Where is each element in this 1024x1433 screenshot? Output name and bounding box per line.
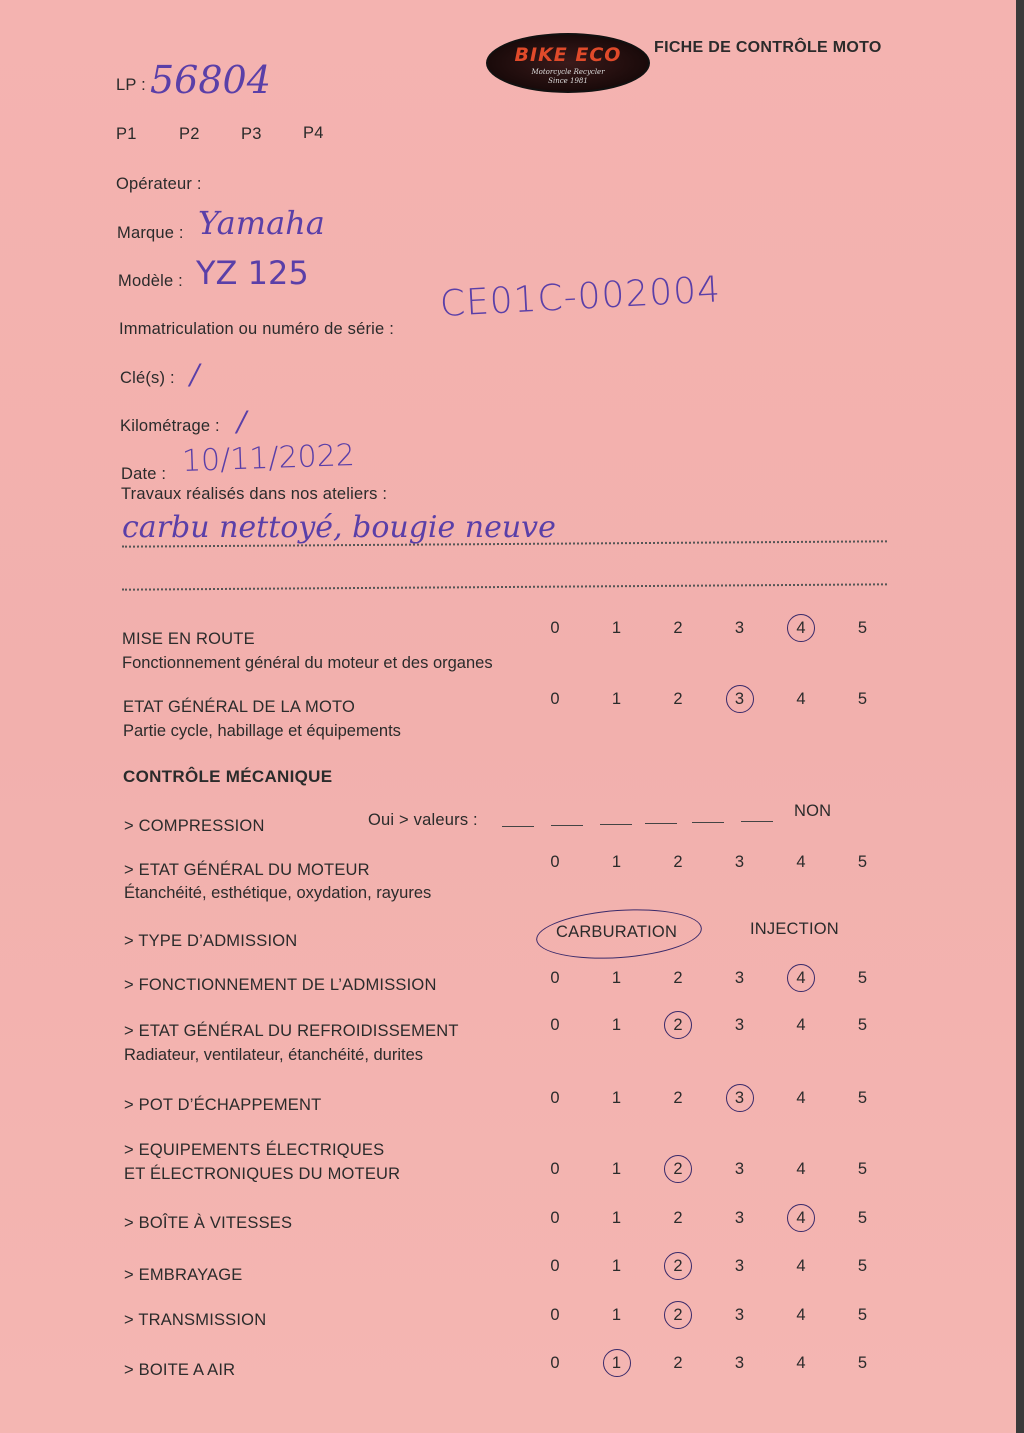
electrique-subtitle: ET ÉLECTRONIQUES DU MOTEUR: [124, 1165, 401, 1183]
mise-en-route-option-5[interactable]: 5: [857, 619, 868, 637]
transmission-option-5[interactable]: 5: [857, 1306, 868, 1324]
control-label-boite-air: > BOITE A AIR: [124, 1361, 236, 1379]
embrayage-selected-circle: [664, 1252, 692, 1280]
kilometrage-value[interactable]: /: [237, 405, 247, 438]
etat-moto-option-5[interactable]: 5: [857, 690, 868, 708]
admission-option-3[interactable]: 3: [734, 969, 745, 987]
etat-moto-option-3[interactable]: 3: [725, 690, 755, 709]
control-label-electrique: > EQUIPEMENTS ÉLECTRIQUES: [124, 1141, 385, 1159]
compression-value-6[interactable]: [741, 821, 773, 822]
position-p3[interactable]: P3: [241, 125, 262, 143]
mise-en-route-option-2[interactable]: 2: [673, 619, 683, 637]
sheet-title: FICHE DE CONTRÔLE MOTO: [654, 39, 882, 56]
compression-value-3[interactable]: [600, 824, 632, 825]
control-label-refroidissement: > ETAT GÉNÉRAL DU REFROIDISSEMENT: [124, 1022, 459, 1040]
logo-tagline: Motorcycle Recycler Since 1981: [531, 68, 605, 85]
admission-selected-circle: [787, 964, 815, 992]
transmission-selected-circle: [664, 1301, 692, 1329]
boite-air-option-2[interactable]: 2: [673, 1354, 683, 1372]
moteur-subtitle: Étanchéité, esthétique, oxydation, rayures: [124, 884, 432, 902]
admission-option-1[interactable]: 1: [611, 969, 622, 987]
compression-value-4[interactable]: [645, 823, 677, 824]
boite-vitesses-option-0[interactable]: 0: [550, 1209, 560, 1227]
transmission-option-4[interactable]: 4: [796, 1306, 806, 1324]
refroidissement-subtitle: Radiateur, ventilateur, étanchéité, durites: [124, 1046, 424, 1064]
pot-option-1[interactable]: 1: [611, 1089, 622, 1107]
electrique-option-3[interactable]: 3: [734, 1160, 745, 1178]
position-p4[interactable]: P4: [303, 124, 324, 142]
control-label-transmission: > TRANSMISSION: [124, 1311, 267, 1329]
cles-value[interactable]: /: [190, 358, 200, 391]
moteur-option-3[interactable]: 3: [734, 853, 745, 871]
electrique-selected-circle: [664, 1155, 692, 1183]
compression-value-1[interactable]: [502, 826, 534, 827]
refroidissement-option-4[interactable]: 4: [796, 1016, 806, 1034]
position-p2[interactable]: P2: [179, 125, 200, 143]
transmission-option-1[interactable]: 1: [611, 1306, 622, 1324]
refroidissement-option-1[interactable]: 1: [611, 1016, 622, 1034]
refroidissement-option-3[interactable]: 3: [734, 1016, 745, 1034]
immatriculation-value[interactable]: CE01C-002004: [438, 269, 722, 325]
etat-moto-subtitle: Partie cycle, habillage et équipements: [123, 722, 401, 740]
boite-vitesses-option-2[interactable]: 2: [673, 1209, 683, 1227]
etat-moto-option-1[interactable]: 1: [611, 690, 622, 708]
compression-label: > COMPRESSION: [124, 817, 265, 835]
compression-value-5[interactable]: [692, 822, 724, 823]
transmission-option-3[interactable]: 3: [734, 1306, 745, 1324]
etat-moto-label: ETAT GÉNÉRAL DE LA MOTO: [123, 698, 355, 716]
admission-option-5[interactable]: 5: [857, 969, 868, 987]
moteur-option-2[interactable]: 2: [673, 853, 683, 871]
lp-value[interactable]: 56804: [150, 58, 271, 102]
bike-eco-logo: [486, 33, 650, 93]
marque-label: Marque :: [117, 224, 184, 242]
moteur-option-5[interactable]: 5: [857, 853, 868, 871]
modele-value[interactable]: YZ 125: [196, 254, 309, 292]
control-label-embrayage: > EMBRAYAGE: [124, 1266, 243, 1284]
pot-option-0[interactable]: 0: [550, 1089, 560, 1107]
boite-vitesses-option-4[interactable]: 4: [786, 1209, 816, 1228]
electrique-option-1[interactable]: 1: [611, 1160, 622, 1178]
modele-label: Modèle :: [118, 272, 183, 290]
mise-en-route-option-3[interactable]: 3: [734, 619, 745, 637]
mise-en-route-selected-circle: [787, 614, 815, 642]
pot-option-4[interactable]: 4: [796, 1089, 806, 1107]
moteur-option-4[interactable]: 4: [796, 853, 806, 871]
boite-vitesses-option-3[interactable]: 3: [734, 1209, 745, 1227]
date-value[interactable]: 10/11/2022: [181, 437, 356, 479]
etat-moto-option-0[interactable]: 0: [550, 690, 560, 708]
pot-option-5[interactable]: 5: [857, 1089, 868, 1107]
embrayage-option-3[interactable]: 3: [734, 1257, 745, 1275]
boite-air-option-5[interactable]: 5: [857, 1354, 868, 1372]
refroidissement-option-0[interactable]: 0: [550, 1016, 560, 1034]
lp-label: LP :: [116, 76, 146, 94]
operateur-label: Opérateur :: [116, 175, 202, 193]
moteur-label: > ETAT GÉNÉRAL DU MOTEUR: [124, 861, 370, 879]
travaux-line-2: [122, 583, 887, 590]
refroidissement-selected-circle: [664, 1011, 692, 1039]
mise-en-route-label: MISE EN ROUTE: [122, 630, 255, 648]
moteur-option-1[interactable]: 1: [611, 853, 622, 871]
boite-air-selected-circle: [603, 1349, 631, 1377]
electrique-option-4[interactable]: 4: [796, 1160, 806, 1178]
controle-mecanique-title: CONTRÔLE MÉCANIQUE: [123, 767, 333, 786]
embrayage-option-5[interactable]: 5: [857, 1257, 868, 1275]
boite-air-option-3[interactable]: 3: [734, 1354, 745, 1372]
pot-selected-circle: [726, 1084, 754, 1112]
embrayage-option-2[interactable]: 2: [663, 1257, 693, 1276]
boite-vitesses-option-5[interactable]: 5: [857, 1209, 868, 1227]
injection-option[interactable]: INJECTION: [750, 920, 839, 938]
boite-air-option-0[interactable]: 0: [550, 1354, 560, 1372]
boite-air-option-1[interactable]: 1: [602, 1354, 632, 1373]
transmission-option-2[interactable]: 2: [663, 1306, 693, 1325]
travaux-label: Travaux réalisés dans nos ateliers :: [121, 485, 388, 503]
boite-vitesses-option-1[interactable]: 1: [611, 1209, 622, 1227]
admission-option-2[interactable]: 2: [673, 969, 683, 987]
refroidissement-option-5[interactable]: 5: [857, 1016, 868, 1034]
carburation-option[interactable]: CARBURATION: [556, 923, 678, 941]
electrique-option-5[interactable]: 5: [857, 1160, 868, 1178]
compression-value-2[interactable]: [551, 825, 583, 826]
mise-en-route-option-0[interactable]: 0: [550, 619, 560, 637]
marque-value[interactable]: Yamaha: [198, 204, 325, 242]
electrique-option-0[interactable]: 0: [550, 1160, 560, 1178]
refroidissement-option-2[interactable]: 2: [663, 1016, 693, 1035]
control-label-pot: > POT D’ÉCHAPPEMENT: [124, 1096, 322, 1114]
etat-moto-selected-circle: [726, 685, 754, 713]
position-p1[interactable]: P1: [116, 125, 137, 143]
immatriculation-label: Immatriculation ou numéro de série :: [119, 320, 394, 338]
etat-moto-option-2[interactable]: 2: [673, 690, 683, 708]
kilometrage-label: Kilométrage :: [120, 417, 220, 435]
boite-vitesses-selected-circle: [787, 1204, 815, 1232]
travaux-text-1[interactable]: carbu nettoyé, bougie neuve: [122, 510, 556, 545]
cles-label: Clé(s) :: [120, 369, 175, 387]
control-label-boite-vitesses: > BOÎTE À VITESSES: [124, 1214, 293, 1232]
admission-option-0[interactable]: 0: [550, 969, 560, 987]
compression-non-label[interactable]: NON: [794, 802, 832, 820]
pot-option-3[interactable]: 3: [725, 1089, 755, 1108]
logo-text: BIKE ECO: [514, 44, 622, 66]
boite-air-option-4[interactable]: 4: [796, 1354, 806, 1372]
compression-oui-label[interactable]: Oui > valeurs :: [368, 811, 478, 829]
date-label: Date :: [121, 465, 167, 483]
mise-en-route-subtitle: Fonctionnement général du moteur et des organes: [122, 654, 493, 672]
moteur-option-0[interactable]: 0: [550, 853, 560, 871]
transmission-option-0[interactable]: 0: [550, 1306, 560, 1324]
embrayage-option-4[interactable]: 4: [796, 1257, 806, 1275]
control-label-admission: > FONCTIONNEMENT DE L’ADMISSION: [124, 976, 437, 994]
pot-option-2[interactable]: 2: [673, 1089, 683, 1107]
admission-option-4[interactable]: 4: [786, 969, 816, 988]
mise-en-route-option-4[interactable]: 4: [786, 619, 816, 638]
embrayage-option-1[interactable]: 1: [611, 1257, 622, 1275]
etat-moto-option-4[interactable]: 4: [796, 690, 806, 708]
type-admission-label: > TYPE D’ADMISSION: [124, 932, 298, 950]
mise-en-route-option-1[interactable]: 1: [611, 619, 622, 637]
electrique-option-2[interactable]: 2: [663, 1160, 693, 1179]
embrayage-option-0[interactable]: 0: [550, 1257, 560, 1275]
